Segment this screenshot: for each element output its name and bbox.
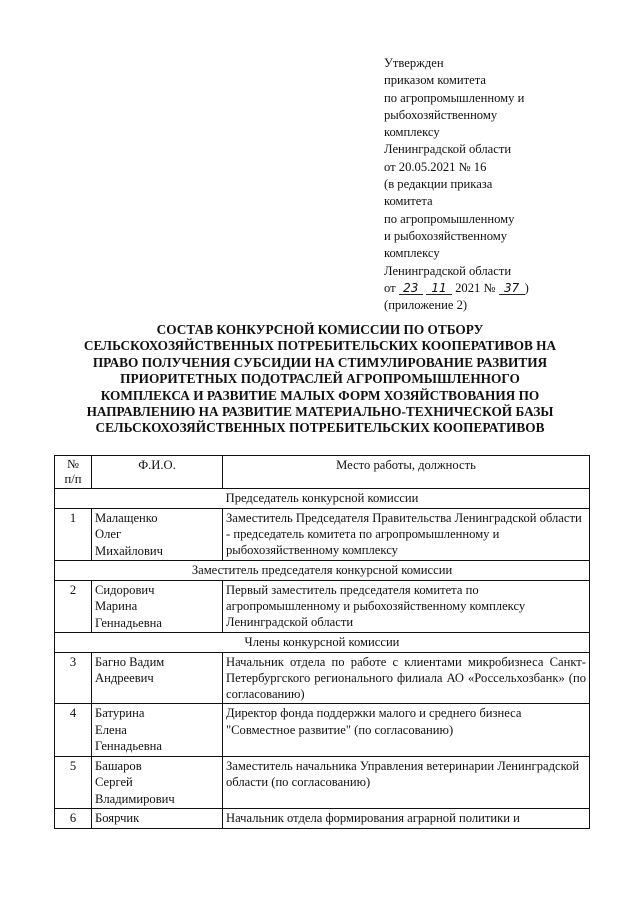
approval-stamp xyxy=(384,55,624,314)
approval-line: комплексу xyxy=(384,246,440,261)
date-prefix: от xyxy=(384,280,396,295)
member-position: Директор фонда поддержки малого и среднего бизнеса "Совместное развитие" (по согласованию) xyxy=(223,704,590,757)
table-row xyxy=(55,809,590,829)
member-name xyxy=(92,580,223,633)
header-number xyxy=(55,456,92,489)
section-chair: Председатель конкурсной комиссии xyxy=(55,489,590,509)
title-line: СЕЛЬСКОХОЗЯЙСТВЕННЫХ ПОТРЕБИТЕЛЬСКИХ КООПЕРАТИВОВ НА xyxy=(83,338,557,354)
table-row xyxy=(55,652,590,704)
approval-line: и рыбохозяйственному xyxy=(384,228,508,243)
number-sign: № xyxy=(483,280,496,295)
header-name: Ф.И.О. xyxy=(92,456,223,489)
member-position: Заместитель начальника Управления ветеринарии Ленинградской области (по согласованию) xyxy=(223,756,590,809)
section-deputy: Заместитель председателя конкурсной комиссии xyxy=(55,561,590,581)
name-part: Андреевич xyxy=(95,671,154,685)
approval-line: комитета xyxy=(384,194,433,209)
member-position: Начальник отдела формирования аграрной политики и xyxy=(223,809,590,829)
member-position: Начальник отдела по работе с клиентами микробизнеса Санкт-Петербургского регионального филиала АО «Россельхозбанк» (по согласованию) xyxy=(223,652,590,704)
member-name xyxy=(92,508,223,561)
approval-line: рыбохозяйственному xyxy=(384,107,498,122)
approval-line: приказом комитета xyxy=(384,73,486,88)
name-part: Боярчик xyxy=(95,811,140,826)
commission-table xyxy=(54,455,590,829)
date-year: 2021 xyxy=(455,280,481,295)
name-part: Сергей xyxy=(95,775,133,790)
name-part: Олег xyxy=(95,527,122,541)
handwritten-day: 23 xyxy=(399,282,423,295)
title-line: КОМПЛЕКСА И РАЗВИТИЕ МАЛЫХ ФОРМ ХОЗЯЙСТВОВАНИЯ ПО xyxy=(100,387,540,403)
row-number: 6 xyxy=(55,809,92,829)
member-name xyxy=(92,756,223,809)
title-line: СЕЛЬСКОХОЗЯЙСТВЕННЫХ ПОТРЕБИТЕЛЬСКИХ КООПЕРАТИВОВ xyxy=(95,420,545,436)
row-number: 2 xyxy=(55,580,92,633)
name-part: Владимирович xyxy=(95,791,175,806)
member-name xyxy=(92,652,223,704)
table-header-row xyxy=(55,456,590,489)
handwritten-month: 11 xyxy=(426,282,452,295)
document-title xyxy=(40,322,600,437)
header-number-abbr: п/п xyxy=(64,472,82,486)
member-name xyxy=(92,704,223,757)
table-row xyxy=(55,580,590,633)
member-position: Заместитель Председателя Правительства Ленинградской области - председатель комитета по агропромышленному и рыбохозяйственному комплексу xyxy=(223,508,590,561)
name-part: Марина xyxy=(95,599,138,613)
name-part: Багно Вадим xyxy=(95,654,165,669)
approval-line: (в редакции приказа xyxy=(384,177,493,192)
header-number-sign: № xyxy=(66,457,80,471)
approval-line: по агропромышленному и xyxy=(384,90,525,105)
table-row xyxy=(55,756,590,809)
approval-line: по агропромышленному xyxy=(384,211,515,226)
name-part: Геннадьевна xyxy=(95,615,162,630)
name-part: Батурина xyxy=(95,706,145,721)
title-line: НАПРАВЛЕНИЮ НА РАЗВИТИЕ МАТЕРИАЛЬНО-ТЕХНИЧЕСКОЙ БАЗЫ xyxy=(86,404,554,420)
section-row xyxy=(55,633,590,653)
appendix-label: (приложение 2) xyxy=(384,298,468,313)
member-name xyxy=(92,809,223,829)
name-part: Малащенко xyxy=(95,510,158,525)
approval-line: Ленинградской области xyxy=(384,263,512,278)
row-number: 4 xyxy=(55,704,92,757)
title-line: ПРИОРИТЕТНЫХ ПОДОТРАСЛЕЙ АГРОПРОМЫШЛЕННОГО xyxy=(120,371,520,387)
approval-line: Ленинградской области xyxy=(384,142,512,157)
title-line: ПРАВО ПОЛУЧЕНИЯ СУБСИДИИ НА СТИМУЛИРОВАНИЕ РАЗВИТИЯ xyxy=(92,354,548,370)
name-part: Сидорович xyxy=(95,582,155,597)
member-position: Первый заместитель председателя комитета по агропромышленному и рыбохозяйственному комплексу Ленинградской области xyxy=(223,580,590,633)
table-row xyxy=(55,508,590,561)
title-line: СОСТАВ КОНКУРСНОЙ КОМИССИИ ПО ОТБОРУ xyxy=(156,322,484,337)
header-position: Место работы, должность xyxy=(223,456,590,489)
row-number: 1 xyxy=(55,508,92,561)
name-part: Михайлович xyxy=(95,543,163,558)
name-part: Геннадьевна xyxy=(95,739,162,754)
section-row xyxy=(55,561,590,581)
section-members: Члены конкурсной комиссии xyxy=(55,633,590,653)
approval-line: комплексу xyxy=(384,125,440,140)
table-row xyxy=(55,704,590,757)
approval-line: от 20.05.2021 № 16 xyxy=(384,159,487,174)
name-part: Елена xyxy=(95,722,127,737)
name-part: Башаров xyxy=(95,758,142,773)
amendment-date-line xyxy=(384,280,624,297)
section-row xyxy=(55,489,590,509)
row-number: 3 xyxy=(55,652,92,704)
handwritten-number: 37 xyxy=(499,282,525,295)
row-number: 5 xyxy=(55,756,92,809)
number-close-paren: ) xyxy=(524,280,529,295)
approval-line: Утвержден xyxy=(384,56,444,70)
